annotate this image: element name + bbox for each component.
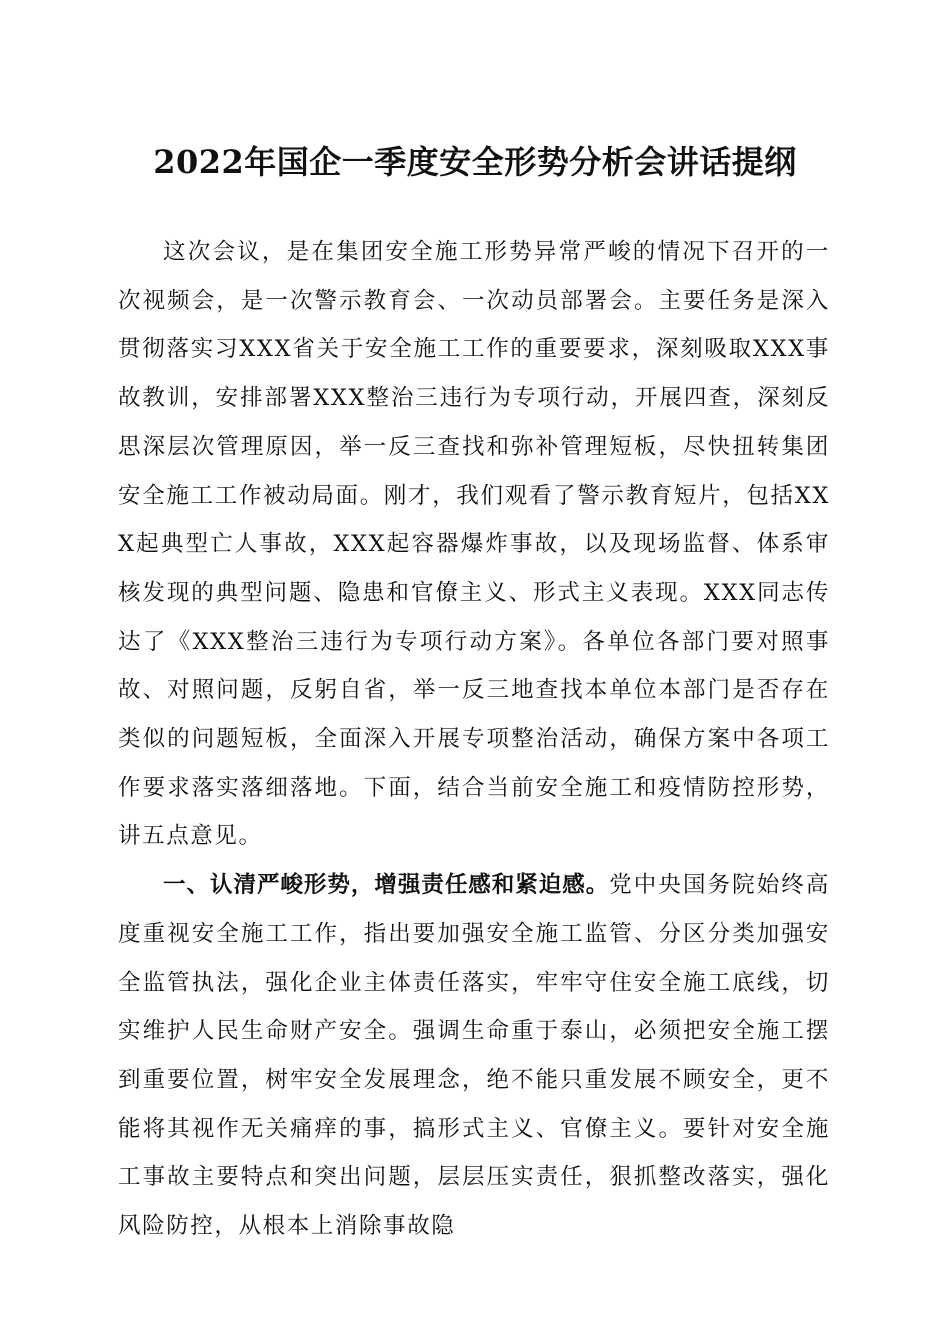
paragraph-intro-text: 这次会议，是在集团安全施工形势异常严峻的情况下召开的一次视频会，是一次警示教育会、一次动员部署会。主要任务是深入贯彻落实习XXX省关于安全施工工作的重要要求，深刻吸取XXX事故教训，安排部署XXX整治三违行为专项行动，开展四查，深刻反思深层次管理原因，举一反三查找和弥补管理短板，尽快扭转集团安全施工工作被动局面。刚才，我们观看了警示教育短片，包括XXX起典型亡人事故，XXX起容器爆炸事故，以及现场监督、体系审核发现的典型问题、隐患和官僚主义、形式主义表现。XXX同志传达了《XXX整治三违行为专项行动方案》。各单位各部门要对照事故、对照问题，反躬自省，举一反三地查找本单位本部门是否存在类似的问题短板，全面深入开展专项整治活动，确保方案中各项工作要求落实落细落地。下面，结合当前安全施工和疫情防控形势，讲五点意见。 — [118, 239, 830, 850]
section-1-heading: 一、认清严峻形势，增强责任感和紧迫感。 — [163, 872, 610, 899]
paragraph-section-1 — [118, 861, 830, 1251]
section-1-text: 党中央国务院始终高度重视安全施工工作，指出要加强安全施工监管、分区分类加强安全监管执法，强化企业主体责任落实，牢牢守住安全施工底线，切实维护人民生命财产安全。强调生命重于泰山，必须把安全施工摆到重要位置，树牢安全发展理念，绝不能只重发展不顾安全，更不能将其视作无关痛痒的事，搞形式主义、官僚主义。要针对安全施工事故主要特点和突出问题，层层压实责任，狠抓整改落实，强化风险防控，从根本上消除事故隐 — [118, 872, 830, 1240]
document-body — [118, 228, 830, 1251]
paragraph-intro — [118, 228, 830, 861]
document-title: 2022年国企一季度安全形势分析会讲话提纲 — [153, 143, 797, 181]
